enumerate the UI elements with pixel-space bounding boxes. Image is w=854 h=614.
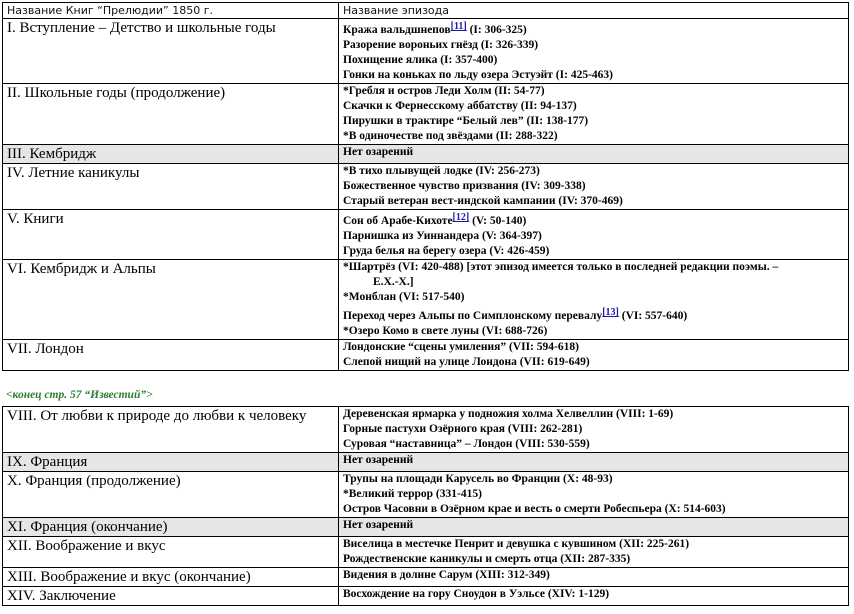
episode-text: Божественное чувство призвания (IV: 309-338) xyxy=(343,180,586,192)
table-row xyxy=(3,407,849,453)
table-header-row xyxy=(3,3,849,19)
episode-list xyxy=(339,568,849,587)
episode-text: Восхождение на гору Сноудон в Уэльсе (XIV: 1-129) xyxy=(343,588,610,600)
episode-item xyxy=(343,290,844,305)
chapter-title: III. Кембридж xyxy=(3,145,339,164)
episode-list xyxy=(339,340,849,371)
footnote-link[interactable]: [12] xyxy=(452,212,470,223)
episode-list xyxy=(339,260,849,340)
episode-item xyxy=(343,229,844,244)
episode-text: Груда белья на берегу озера (V: 426-459) xyxy=(343,245,550,257)
episode-text: Сон об Арабе-Кихоте xyxy=(343,215,453,227)
episode-text: Виселица в местечке Пенрит и девушка с кувшином (XII: 225-261) xyxy=(343,538,690,550)
table-row xyxy=(3,472,849,518)
episode-text: *Монблан (VI: 517-540) xyxy=(343,291,465,303)
episode-item xyxy=(343,179,844,194)
header-col-books: Название Книг “Прелюдии” 1850 г. xyxy=(3,3,339,19)
episode-item xyxy=(343,129,844,144)
episode-item xyxy=(343,552,844,567)
episode-text: Трупы на площади Карусель во Франции (X: 48-93) xyxy=(343,473,613,485)
table-row xyxy=(3,453,849,472)
episode-text: *Великий террор (331-415) xyxy=(343,488,482,500)
footnote-link[interactable]: [13] xyxy=(602,307,619,318)
table-row xyxy=(3,518,849,537)
episode-item xyxy=(343,487,844,502)
episode-text: Остров Часовни в Озёрном крае и весть о смерти Робеспьера (X: 514-603) xyxy=(343,503,726,515)
episode-item xyxy=(343,453,844,468)
chapter-title: XIII. Воображение и вкус (окончание) xyxy=(3,568,339,587)
table-row xyxy=(3,537,849,568)
episode-item xyxy=(343,114,844,129)
episode-item xyxy=(343,518,844,533)
episode-text: *В тихо плывущей лодке (IV: 256-273) xyxy=(343,165,540,177)
episode-item xyxy=(343,194,844,209)
episode-item xyxy=(343,260,844,275)
episode-text: Нет озарений xyxy=(343,454,414,466)
chapter-title: VIII. От любви к природе до любви к человеку xyxy=(3,407,339,453)
episode-list xyxy=(339,518,849,537)
episode-text: *В одиночестве под звёздами (II: 288-322) xyxy=(343,130,558,142)
episode-item xyxy=(343,324,844,339)
episode-text: Горные пастухи Озёрного края (VIII: 262-281) xyxy=(343,423,583,435)
chapter-title: X. Франция (продолжение) xyxy=(3,472,339,518)
episode-lines: (I: 306-325) xyxy=(466,24,527,36)
episode-list xyxy=(339,537,849,568)
episode-list xyxy=(339,453,849,472)
episode-text: Переход через Альпы по Симплонскому перевалу xyxy=(343,310,603,322)
episode-text: Деревенская ярмарка у подножия холма Хелвеллин (VIII: 1-69) xyxy=(343,408,674,420)
episode-text: Скачки к Фернесскому аббатству (II: 94-137) xyxy=(343,100,577,112)
episode-item xyxy=(343,340,844,355)
chapter-title: II. Школьные годы (продолжение) xyxy=(3,84,339,145)
episode-text: Гонки на коньках по льду озера Эстуэйт (I: 425-463) xyxy=(343,69,613,81)
episode-list xyxy=(339,210,849,260)
chapter-title: I. Вступление – Детство и школьные годы xyxy=(3,19,339,84)
table-row xyxy=(3,587,849,606)
episode-list xyxy=(339,84,849,145)
episode-text: Кража вальдшнепов xyxy=(343,24,451,36)
episode-item xyxy=(343,68,844,83)
episode-item xyxy=(343,53,844,68)
episode-item xyxy=(343,587,844,602)
episode-item xyxy=(343,407,844,422)
episode-list xyxy=(339,164,849,210)
chapter-title: XII. Воображение и вкус xyxy=(3,537,339,568)
episode-text: Рождественские каникулы и смерть отца (XII: 287-335) xyxy=(343,553,631,565)
table-row xyxy=(3,19,849,84)
chapter-title: IX. Франция xyxy=(3,453,339,472)
episode-list xyxy=(339,587,849,606)
table-row xyxy=(3,568,849,587)
table-row xyxy=(3,340,849,371)
episode-list xyxy=(339,145,849,164)
episode-item xyxy=(343,210,844,229)
episode-text: Пирушки в трактире “Белый лев” (II: 138-177) xyxy=(343,115,589,127)
episode-list xyxy=(339,407,849,453)
episode-item xyxy=(343,422,844,437)
chapter-title: XI. Франция (окончание) xyxy=(3,518,339,537)
episode-text: Слепой нищий на улице Лондона (VII: 619-649) xyxy=(343,356,590,368)
episode-item xyxy=(343,38,844,53)
chapter-title: V. Книги xyxy=(3,210,339,260)
table-row xyxy=(3,210,849,260)
episode-text: Лондонские “сцены умиления” (VII: 594-618) xyxy=(343,341,579,353)
episode-item xyxy=(343,355,844,370)
chapter-title: VII. Лондон xyxy=(3,340,339,371)
episode-item xyxy=(343,164,844,179)
episode-lines: (VI: 557-640) xyxy=(618,310,688,322)
chapter-title: IV. Летние каникулы xyxy=(3,164,339,210)
episode-list xyxy=(339,19,849,84)
episode-text: Нет озарений xyxy=(343,146,414,158)
header-col-episodes: Название эпизода xyxy=(339,3,849,19)
episode-text: Похищение ялика (I: 357-400) xyxy=(343,54,498,66)
table-row xyxy=(3,164,849,210)
episode-lines: (V: 50-140) xyxy=(469,215,527,227)
episode-text: Парнишка из Уиннандера (V: 364-397) xyxy=(343,230,542,242)
episode-item xyxy=(343,19,844,38)
episode-text: *Шартрёз (VI: 420-488) [этот эпизод имеется только в последней редакции поэмы. – xyxy=(343,261,779,273)
episode-item xyxy=(343,84,844,99)
chapter-title: VI. Кембридж и Альпы xyxy=(3,260,339,340)
episode-item xyxy=(343,437,844,452)
episode-item xyxy=(343,472,844,487)
episode-item xyxy=(343,502,844,517)
episode-text: Нет озарений xyxy=(343,519,414,531)
episode-item xyxy=(343,99,844,114)
episode-list xyxy=(339,472,849,518)
episode-text: Старый ветеран вест-индской кампании (IV: 370-469) xyxy=(343,195,623,207)
episode-text: Разорение вороньих гнёзд (I: 326-339) xyxy=(343,39,539,51)
table-row xyxy=(3,84,849,145)
episodes-table-bottom xyxy=(2,406,849,606)
chapter-title: XIV. Заключение xyxy=(3,587,339,606)
episode-text: Суровая “наставница” – Лондон (VIII: 530-559) xyxy=(343,438,590,450)
episode-item xyxy=(343,305,844,324)
table-row xyxy=(3,260,849,340)
footnote-link[interactable]: [11] xyxy=(450,21,467,32)
episode-item xyxy=(343,244,844,259)
episode-text: *Озеро Комо в свете луны (VI: 688-726) xyxy=(343,325,548,337)
episode-item xyxy=(343,568,844,583)
episode-text: Видения в долине Сарум (XIII: 312-349) xyxy=(343,569,550,581)
episode-item xyxy=(343,275,844,290)
episode-text: *Гребля и остров Леди Холм (II: 54-77) xyxy=(343,85,545,97)
episode-item xyxy=(343,145,844,160)
episodes-table-top xyxy=(2,2,849,371)
episode-text: Е.Х.-Х.] xyxy=(373,276,414,288)
table-row xyxy=(3,145,849,164)
page-end-note: <конец стр. 57 “Известий”> xyxy=(6,389,153,401)
episode-item xyxy=(343,537,844,552)
